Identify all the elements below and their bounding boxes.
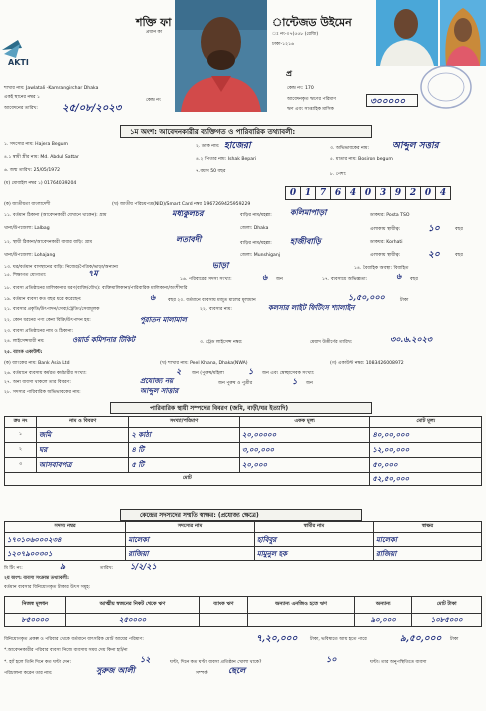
annual-income-label: বিনিয়োগকৃত প্রকল্প ও পরিবার থেকে বর্তমানে বাৎসরিক মোট আয়ের পরিমাণ:	[4, 637, 144, 642]
present-stay-value: ১০	[428, 224, 440, 234]
requested-amount-value: ৩০০০০০	[370, 97, 406, 107]
residence-type-label: ১৩. ঘর/বর্তমান বাসস্থানের বাড়ি: নিজের/পৈত্রিক/ভাড়া/অন্যান্য	[4, 265, 119, 270]
table-cell: ঘর	[37, 443, 129, 458]
applicant-photo-icon	[175, 0, 267, 112]
permanent-stay-value: ২০	[428, 250, 440, 260]
relationship-value: ছেলে	[228, 665, 246, 675]
family-members-label: ১৬. পরিবারের সদস্য সংখ্যা:	[180, 277, 232, 282]
column-header: অন্যান্য	[355, 597, 412, 614]
business-name-value: কলসার লাইট ফিটিংস শ্যালাইন	[268, 303, 355, 312]
permanent-stay-unit: বছর	[455, 253, 463, 258]
open-hours-label: ঘণ্টা, দিনে কত ঘণ্টা ব্যবসা প্রতিষ্ঠান খোলা থাকে?	[170, 660, 262, 665]
column-header: নিজস্ব মূলধন	[5, 597, 66, 614]
column-header: স্বাক্ষর	[374, 522, 482, 533]
manager-name-label: পরিচালনা করেন তার নাম:	[4, 671, 53, 676]
table-cell: জমি	[37, 428, 129, 443]
volunteers-value: ১	[248, 366, 254, 376]
mobile-digit: 0	[360, 186, 376, 200]
table-cell: ৯০,০০০	[355, 614, 412, 627]
org-subtitle-left: প্রধান কা	[146, 30, 163, 35]
present-house-label: বাড়ির নাম/মহল্লা:	[240, 213, 272, 218]
table-cell: মালেকা	[126, 533, 255, 547]
table-cell: ৪০,০০,০০০	[370, 428, 482, 443]
meeting-date-value: ১/২/২১	[130, 561, 157, 571]
table-cell: ১৭০১০৬০০০২৩৪	[5, 533, 126, 547]
application-date-value: ২৫/০৮/২০২৩	[62, 103, 122, 114]
table-cell: ১০৮৫০০০	[412, 614, 482, 627]
bank-account-title: ২৫. ব্যাংক একাউন্ট:	[4, 350, 43, 355]
column-header: সংখ্যা/পরিমাণ	[129, 417, 240, 428]
signature-table-title: কেন্দ্রের সদস্যদের সম্মতি স্বাক্ষর: (প্রযোজ্য ক্ষেত্রে)	[140, 512, 259, 519]
stock-value-unit: টাকা	[400, 298, 409, 303]
column-header: আত্মীয় স্বজনের নিকট থেকে ঋণ	[66, 597, 200, 614]
business-address-label: ২৩. ব্যবসা প্রতিষ্ঠানের নাম ও ঠিকানা:	[4, 329, 74, 334]
mobile-digit: 4	[345, 186, 361, 200]
section1-title: ১ম অংশ: আবেদনকারীর ব্যক্তিগত ও পারিবারিক তথ্যাবলী:	[130, 128, 296, 136]
open-hours-value: ১০	[326, 654, 337, 664]
table-cell: ২	[5, 443, 37, 458]
meeting-number-value: ৯	[60, 561, 66, 571]
table-cell	[247, 614, 354, 627]
father-name: ৪.২ পিতার নাম: Ishak Bepari	[196, 157, 257, 162]
investment-table-header	[5, 597, 482, 614]
column-header: স্বামীর নাম	[254, 522, 373, 533]
business-experience-value: ৬	[396, 271, 402, 281]
business-duration-value: ৬	[150, 292, 156, 302]
total-value: ৫২,৫০,০০০	[370, 473, 482, 486]
table-cell: রাজিয়া	[126, 547, 255, 561]
signature-table-row	[5, 547, 482, 561]
same-location-number: একই স্থানের নম্বর ১	[4, 95, 40, 100]
license-expiry-value: ৩০.৬.২০২৩	[390, 334, 432, 344]
table-cell: হাবিবুর	[254, 533, 373, 547]
table-cell: ৮৫০০০০	[5, 614, 66, 627]
mobile-digit: 7	[315, 186, 331, 200]
volunteers-label: জন এবং স্বেচ্ছাসেবক সংখ্যা:	[262, 371, 315, 376]
column-header: একক মূল্য	[239, 417, 370, 428]
future-income-unit: টাকা	[450, 637, 459, 642]
table-cell	[200, 614, 248, 627]
meeting-number-label: মি টিং নং:	[4, 566, 23, 571]
kendra-number: কেন্দ্র নং: 170	[287, 86, 314, 91]
other-business-count-unit: জন	[306, 381, 313, 386]
org-reg-line: ঃ নং-০৭(৫৫৮ (রেজি)	[272, 32, 319, 37]
present-post: ডাকঘর: Posta TSO	[370, 213, 410, 218]
business-name-label: ২২. ব্যবসার নাম:	[200, 307, 232, 312]
table-cell: ৫ টি	[129, 458, 240, 473]
mobile-digit: 2	[405, 186, 421, 200]
guarantor-photo-1-icon	[376, 0, 438, 66]
absence-label: ঘণ্টা। তার অনুপস্থিতিতে ব্যবসা	[370, 660, 427, 665]
family-members-value: ৬	[262, 272, 268, 282]
annual-income-value: ৭,২০,০০০	[256, 634, 298, 644]
employees-unit: জন (পুরুষ/মহিলা	[192, 371, 224, 376]
present-house-value: কলিমাপাড়া	[290, 207, 327, 217]
table-cell: রাজিয়া	[374, 547, 482, 561]
family-guardian-value: আব্দুল সাত্তার	[140, 386, 179, 395]
residence-type-value: ভাড়া	[212, 260, 229, 270]
column-header: মোট টাকা	[412, 597, 482, 614]
investment-source-table	[4, 596, 482, 627]
applicant-photo	[175, 0, 267, 112]
guardian-value: আব্দুল সত্তার	[392, 141, 439, 151]
nationality: (ক) জাতীয়তা বাংলাদেশী	[4, 202, 51, 207]
products-label: ২২. কোন ধরনের পণ্য কেনা বিক্রি/উৎপাদন হয়:	[4, 318, 91, 323]
asset-table-total-row	[5, 473, 482, 486]
column-header: সদস্য নম্বর	[5, 522, 126, 533]
branch-name: শাখার নাম: Jawlatali -Kamrangirchar Dhaka	[4, 86, 99, 91]
table-cell: মালেকা	[374, 533, 482, 547]
table-cell: ২০,০০০০০	[239, 428, 370, 443]
asset-table-header	[5, 417, 482, 428]
license-value: ওয়ার্ড কমিশনার টিকিট	[72, 335, 135, 344]
asset-table-row	[5, 443, 482, 458]
education-label: ১৫. শিক্ষাগত যোগ্যতা:	[4, 273, 47, 278]
products-value: পুরাতন মালামাল	[140, 315, 187, 324]
asset-table-row	[5, 458, 482, 473]
table-cell: ১	[5, 428, 37, 443]
mother-name: ৫. মাতার নাম: Bosiron begum	[330, 157, 393, 162]
relationship-label: সম্পর্ক	[196, 671, 208, 676]
nickname-value: হাজেরা	[224, 141, 251, 151]
column-header: নাম ও বিবরণ	[37, 417, 129, 428]
stock-value-label: বছর ২০. বর্তমানে ব্যবসায় মজুত মালের মূল্যমান	[168, 298, 256, 303]
column-header: অন্যান্য এনজিও হতে ঋণ	[247, 597, 354, 614]
business-nature: ২১. ব্যবসার প্রকৃতি/উৎপাদন/সেবা/ট্রেডিং/সেবামূলক	[4, 307, 100, 312]
other-business-count-value: ১	[292, 376, 298, 386]
total-label: মোট	[5, 473, 370, 486]
org-title-left: শক্তি ফা	[136, 16, 172, 29]
table-cell: ৪ টি	[129, 443, 240, 458]
future-income-label: টাকা, ভবিষ্যতে আয় হতে পারে	[310, 637, 367, 642]
permanent-house-label: বাড়ির নাম/মহল্লা:	[240, 241, 272, 246]
mobile-digit: 3	[375, 186, 391, 200]
mobile-digit-boxes	[286, 180, 451, 200]
column-header: ক্রঃ নং	[5, 417, 37, 428]
education-value: ৭ম	[88, 268, 98, 278]
signature-table-row	[5, 533, 482, 547]
daily-hours-label: *. হ্যাঁ হলে তিনি দিনে কত ঘণ্টা দেন:	[4, 660, 72, 665]
guarantor-photo-2	[440, 0, 486, 66]
section2-subtitle: বর্তমান ব্যবসার বিনিয়োগকৃত টাকার উৎস সমূহ:	[4, 585, 91, 590]
present-stay-label: এলাকায় স্থায়ীত্ব:	[370, 227, 401, 232]
asset-table	[4, 416, 482, 486]
business-experience-unit: বছর	[410, 277, 418, 282]
table-cell: মামুনুল হক	[254, 547, 373, 561]
permanent-house-value: হাজীবাড়ি	[290, 236, 321, 246]
stock-value: ১,৫০,০০০	[348, 292, 385, 302]
column-header: মোট মূল্য	[370, 417, 482, 428]
husband-name: ৪.১ স্বামী স্ত্রীর নাম: Md. Abdul Sattar	[4, 155, 79, 160]
mobile-digit: 4	[435, 186, 451, 200]
future-income-value: ৯,৫০,০০০	[400, 634, 442, 644]
table-cell: ১২,০০,০০০	[370, 443, 482, 458]
signature-table-header	[5, 522, 482, 533]
license-expiry-label: মেয়াদ উত্তীর্ণের তারিখ:	[310, 340, 353, 345]
table-cell: ৩	[5, 458, 37, 473]
form-title: প্র	[286, 69, 292, 78]
business-experience-label: ১৭. ব্যবসায়ে অভিজ্ঞতা:	[322, 277, 368, 282]
table-cell: আসবাবপত্র	[37, 458, 129, 473]
requested-amount-label: আবেদনকৃত ঋণের পরিমাণ	[287, 97, 337, 102]
logo-text: AKTI	[8, 58, 29, 67]
manager-name-value: সুরুজ আলী	[96, 665, 135, 675]
guarantor-photo-1	[376, 0, 438, 66]
license-label: ২৪. লাইসেন্সধারী নম:	[4, 339, 45, 344]
org-phone: ঢাকা-১২১৬	[272, 42, 295, 47]
mobile-digit: 0	[420, 186, 436, 200]
permanent-post: ডাকঘর: Korhati	[370, 240, 403, 245]
mobile-digit: 1	[300, 186, 316, 200]
kendra-label: কেন্দ্র নং	[146, 98, 161, 103]
signature-table	[4, 521, 482, 561]
occupation: ৮. পেশা:	[330, 172, 347, 177]
present-village: মধ্যকুলচর	[172, 208, 204, 218]
family-members-unit: জন	[276, 277, 283, 282]
present-address-label: ১১. বর্তমান ঠিকানা (আবেদনকারী যেখানে থাকেন): গ্রাম	[4, 213, 107, 218]
table-cell: ৫০,০০০	[370, 458, 482, 473]
office-stamp	[418, 62, 474, 116]
time-devotion-question: *.আবেদনকারীর পরিবার ব্যবসা নিজে ব্যবসায় সময় দেয় কিনা হ্যাঁ/না	[4, 648, 128, 653]
mobile-digit: 9	[390, 186, 406, 200]
investment-table-row	[5, 614, 482, 627]
family-guardian-label: ২৮. সদস্যর পারিবারিক অভিভাবকের নাম:	[4, 390, 81, 395]
mobile-number: (ম) মোবাইল নম্বর ১) 01764039204	[4, 181, 77, 186]
installment-line: ঋণ এবং সাপ্তাহিক মাসিক	[287, 107, 334, 112]
org-title-right: ান্টেজড উইমেন	[272, 16, 352, 29]
nid-number: (খ) জাতীয় পরিচয়পত্র(NID)/Smart Card নম্বর 1967269425959229	[112, 202, 251, 207]
nickname-label: ২. ডাক নাম:	[196, 144, 220, 149]
table-cell: ১২০৭৯০০৩০১	[5, 547, 126, 561]
bank-branch: (খ) শাখার নাম: Peel Khana, Dhaka(NWA)	[160, 361, 248, 366]
permanent-stay-label: এলাকায় স্থায়ীত্ব:	[370, 253, 401, 258]
mobile-digit: 0	[285, 186, 301, 200]
age: ৭.বয়স 50 বছর	[196, 169, 226, 174]
stamp-icon	[418, 62, 474, 112]
guardian-label: ৩. অভিভাবকের নাম:	[330, 146, 370, 151]
asset-table-title: পারিবারিক স্থায়ী সম্পদের বিবরণ (জমি, বাড়ী/ঘর ইত্যাদি)	[150, 405, 289, 412]
column-header: ব্যাংক ঋণ	[200, 597, 248, 614]
present-thana: থানা/উপজেলা: Lalbag	[4, 226, 50, 231]
column-header: সদস্যের নাম	[126, 522, 255, 533]
marital-status: ১৪. বৈবাহিক অবস্থা: বিবাহিত	[354, 266, 409, 271]
business-duration-label: ১৯. বর্তমান ব্যবসা কত বছর ধরে করেছেন:	[4, 297, 82, 302]
permanent-thana: থানা/উপজেলা: Lohajang	[4, 253, 56, 258]
meeting-date-label: তারিখ:	[100, 566, 114, 571]
trade-license-label: ৩. ট্রেড লাইসেন্স নম্বর:	[200, 340, 243, 345]
daily-hours-value: ১২	[140, 654, 151, 664]
employees-label: ২৬. বর্তমানে ব্যবসায় কর্মরত কর্মচারীর সংখ্যা:	[4, 371, 87, 376]
table-cell: ২০,০০০	[239, 458, 370, 473]
section2-title: ২য় অংশ: ব্যবসা সংক্রান্ত তথ্যাবলী:	[4, 576, 69, 581]
present-district: জেলা: Dhaka	[240, 226, 269, 231]
permanent-village: লতাবদী	[176, 234, 202, 244]
other-business-count-label: জন পুরুষ ও পুত্রীর	[218, 381, 253, 386]
permanent-district: জেলা: Munshiganj	[240, 253, 281, 258]
asset-table-row	[5, 428, 482, 443]
other-business-label: ২৭. অন্য ব্যবসা থাকলে তার বিবরণ:	[4, 380, 71, 385]
ownership-type: ১৮. ব্যবসা প্রতিষ্ঠানের মালিকানার ধরণ(ব্যক্তি/যৌথ): ব্যক্তিমালিকানা/পারিবারিক মালিকানা/অংশীদারি	[4, 286, 188, 291]
present-stay-unit: বছর	[455, 227, 463, 232]
mobile-digit: 6	[330, 186, 346, 200]
table-cell: ৩,০০,০০০	[239, 443, 370, 458]
guarantor-photo-2-icon	[440, 0, 486, 66]
employees-value: ২	[176, 366, 182, 376]
table-cell: ২ কাঠা	[129, 428, 240, 443]
application-date-label: আবেদনের তারিখ:	[4, 106, 38, 111]
table-cell: ২৫০০০০	[66, 614, 200, 627]
member-name: ১. সদস্যের নাম: Hajera Begum	[4, 142, 68, 147]
permanent-address-label: ১২. স্থায়ী ঠিকানা/আবেদনকারী বাবার বাড়ি: গ্রাম	[4, 240, 93, 245]
other-business-value: প্রযোজ্য নয়	[140, 376, 174, 385]
bank-name: (ক) ব্যাংকের নাম: Bank Asia Ltd	[4, 361, 70, 366]
date-of-birth: ৬. জন্ম তারিখ: 25/05/1972	[4, 168, 61, 173]
bank-account-number: (গ) একাউন্ট নম্বর: 1083426008972	[330, 361, 404, 366]
